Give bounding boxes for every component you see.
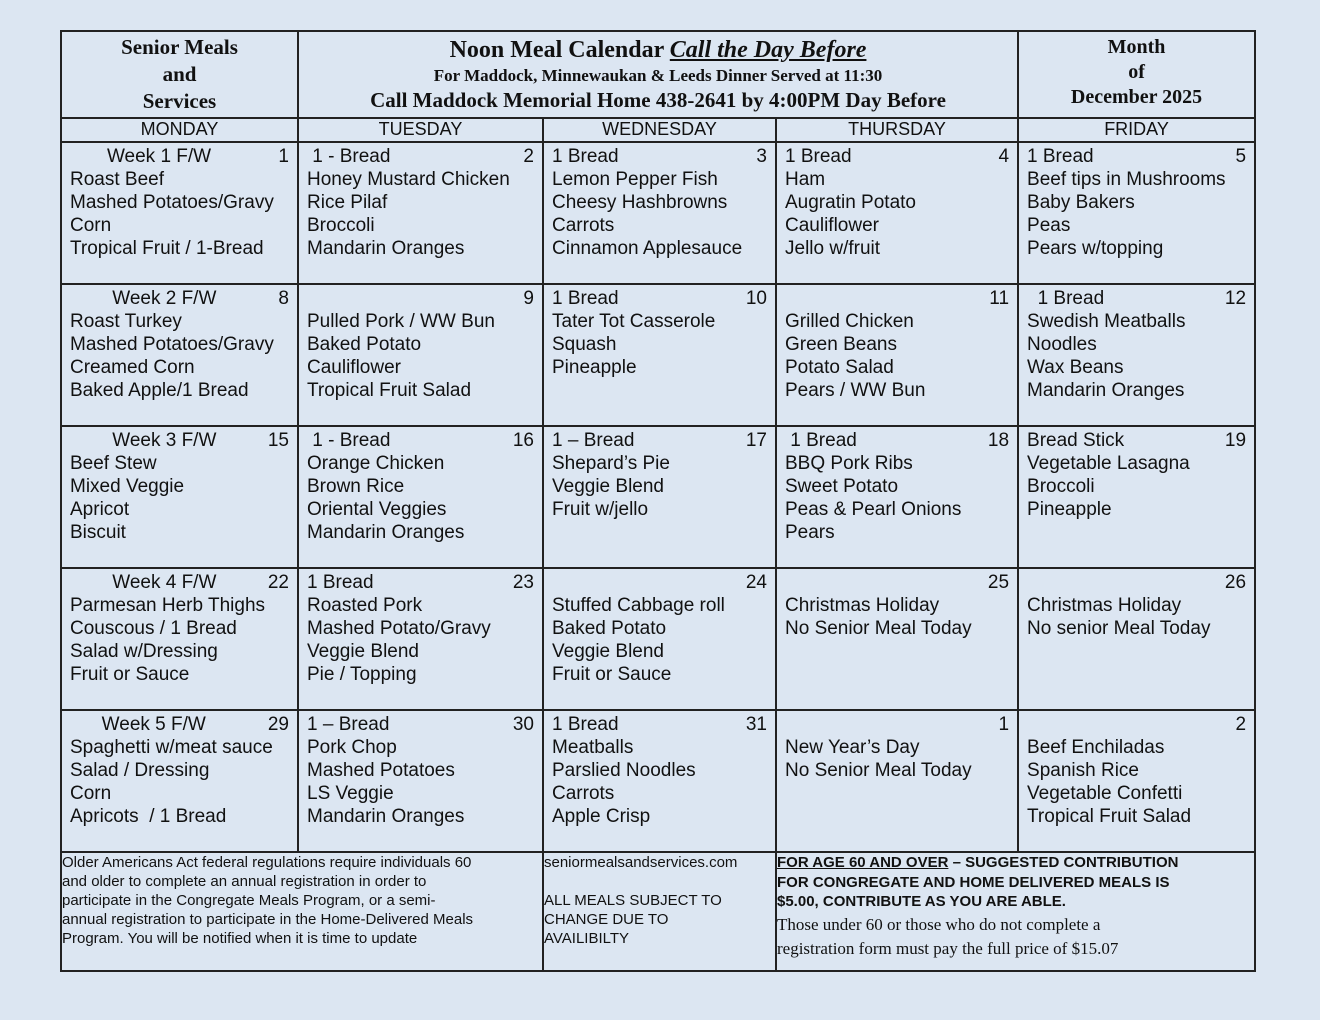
day-number: 19 bbox=[1224, 430, 1247, 451]
menu-item: Apricot bbox=[70, 499, 130, 520]
day-cell bbox=[776, 284, 1018, 426]
week-row bbox=[61, 426, 1255, 568]
day-cell-label: 1 – Bread bbox=[307, 714, 390, 735]
menu-item: Tater Tot Casserole bbox=[552, 311, 716, 332]
website-and-notice: seniormealsandservices.com ALL MEALS SUBJECT TO CHANGE DUE TO AVAILIBILTY bbox=[543, 852, 776, 971]
menu-item: Shepard’s Pie bbox=[552, 453, 670, 474]
menu-item: Vegetable Confetti bbox=[1027, 783, 1183, 804]
menu-item: Roast Beef bbox=[70, 169, 164, 190]
menu-item: Ham bbox=[785, 169, 826, 190]
menu-item: Peas & Pearl Onions bbox=[785, 499, 962, 520]
day-cell-label: Week 5 F/W bbox=[70, 714, 206, 735]
week-row bbox=[61, 710, 1255, 852]
day-cell-label: 1 - Bread bbox=[307, 430, 391, 451]
menu-item: Lemon Pepper Fish bbox=[552, 169, 718, 190]
day-cell-label: 1 Bread bbox=[307, 572, 374, 593]
menu-item: Pears / WW Bun bbox=[785, 380, 926, 401]
day-cell-label: Week 4 F/W bbox=[70, 572, 217, 593]
menu-item: No senior Meal Today bbox=[1027, 618, 1211, 639]
day-cell bbox=[1018, 568, 1255, 710]
menu-item: Biscuit bbox=[70, 522, 126, 543]
menu-item: Mashed Potato/Gravy bbox=[307, 618, 491, 639]
menu-item: Apple Crisp bbox=[552, 806, 651, 827]
menu-item: Fruit or Sauce bbox=[552, 664, 672, 685]
day-number: 5 bbox=[1235, 146, 1247, 167]
call-instructions: Call Maddock Memorial Home 438-2641 by 4:00PM Day Before bbox=[370, 88, 946, 112]
day-number: 18 bbox=[987, 430, 1010, 451]
menu-item: Pears w/topping bbox=[1027, 238, 1164, 259]
menu-item: Corn bbox=[70, 215, 112, 236]
menu-item: Parmesan Herb Thighs bbox=[70, 595, 266, 616]
day-cell bbox=[776, 710, 1018, 852]
menu-item: Veggie Blend bbox=[552, 641, 664, 662]
menu-item: Green Beans bbox=[785, 334, 897, 355]
menu-item: Veggie Blend bbox=[552, 476, 664, 497]
menu-item: Apricots / 1 Bread bbox=[70, 806, 227, 827]
menu-item: Swedish Meatballs bbox=[1027, 311, 1186, 332]
menu-item: Beef Enchiladas bbox=[1027, 737, 1165, 758]
day-cell bbox=[298, 710, 543, 852]
menu-item: No Senior Meal Today bbox=[785, 618, 972, 639]
day-cell bbox=[776, 568, 1018, 710]
menu-item: Sweet Potato bbox=[785, 476, 899, 497]
menu-item: Salad / Dressing bbox=[70, 760, 210, 781]
menu-item: Stuffed Cabbage roll bbox=[552, 595, 725, 616]
menu-item: Couscous / 1 Bread bbox=[70, 618, 237, 639]
day-cell bbox=[543, 710, 776, 852]
day-cell bbox=[543, 142, 776, 284]
menu-item: Mandarin Oranges bbox=[307, 522, 465, 543]
menu-item: LS Veggie bbox=[307, 783, 394, 804]
day-cell-label: 1 - Bread bbox=[307, 146, 391, 167]
day-cell bbox=[1018, 142, 1255, 284]
day-number: 22 bbox=[267, 572, 289, 593]
menu-item: Orange Chicken bbox=[307, 453, 445, 474]
day-cell bbox=[61, 710, 298, 852]
menu-item: Baked Potato bbox=[307, 334, 422, 355]
menu-item: No Senior Meal Today bbox=[785, 760, 972, 781]
menu-item: Beef Stew bbox=[70, 453, 157, 474]
day-number: 1 bbox=[998, 714, 1010, 735]
menu-item: Peas bbox=[1027, 215, 1071, 236]
menu-item: Grilled Chicken bbox=[785, 311, 914, 332]
menu-item: Broccoli bbox=[1027, 476, 1095, 497]
page-title: Noon Meal Calendar Call the Day Before bbox=[449, 37, 867, 63]
day-cell bbox=[1018, 426, 1255, 568]
day-cell-label: 1 Bread bbox=[785, 146, 852, 167]
day-cell bbox=[776, 142, 1018, 284]
day-header: WEDNESDAY bbox=[543, 118, 776, 142]
day-number: 8 bbox=[278, 288, 289, 309]
menu-item: Mashed Potatoes/Gravy bbox=[70, 334, 274, 355]
menu-item: Corn bbox=[70, 783, 112, 804]
week-row bbox=[61, 284, 1255, 426]
day-number: 30 bbox=[512, 714, 534, 735]
day-cell bbox=[1018, 710, 1255, 852]
menu-item: Pulled Pork / WW Bun bbox=[307, 311, 495, 332]
day-header: FRIDAY bbox=[1018, 118, 1255, 142]
menu-item: Mandarin Oranges bbox=[1027, 380, 1185, 401]
menu-item: Tropical Fruit Salad bbox=[307, 380, 472, 401]
day-cell-label: 1 Bread bbox=[552, 288, 619, 309]
org-name: Senior Meals and Services bbox=[61, 31, 298, 118]
day-cell-label: Bread Stick bbox=[1027, 430, 1125, 451]
menu-item: Baby Bakers bbox=[1027, 192, 1135, 213]
menu-item: Cheesy Hashbrowns bbox=[552, 192, 728, 213]
day-header: MONDAY bbox=[61, 118, 298, 142]
menu-item: Pears bbox=[785, 522, 835, 543]
day-cell-label: 1 Bread bbox=[1027, 146, 1094, 167]
menu-item: Squash bbox=[552, 334, 617, 355]
day-number: 17 bbox=[745, 430, 767, 451]
menu-item: Fruit or Sauce bbox=[70, 664, 190, 685]
menu-item: Cinnamon Applesauce bbox=[552, 238, 743, 259]
day-cell bbox=[61, 142, 298, 284]
day-number: 4 bbox=[998, 146, 1010, 167]
menu-item: Mashed Potatoes bbox=[307, 760, 455, 781]
website-link[interactable]: seniormealsandservices.com bbox=[544, 854, 738, 871]
day-number: 12 bbox=[1224, 288, 1247, 309]
menu-item: Mixed Veggie bbox=[70, 476, 185, 497]
day-cell bbox=[1018, 284, 1255, 426]
menu-item: Broccoli bbox=[307, 215, 375, 236]
menu-item: Wax Beans bbox=[1027, 357, 1124, 378]
menu-item: Spaghetti w/meat sauce bbox=[70, 737, 273, 758]
menu-item: Pineapple bbox=[552, 357, 637, 378]
menu-item: Baked Potato bbox=[552, 618, 667, 639]
day-cell-label: Week 1 F/W bbox=[70, 146, 212, 167]
day-cell bbox=[61, 568, 298, 710]
menu-item: Oriental Veggies bbox=[307, 499, 447, 520]
day-cell bbox=[298, 284, 543, 426]
day-cell bbox=[543, 568, 776, 710]
day-cell-label: 1 Bread bbox=[552, 146, 619, 167]
week-row bbox=[61, 142, 1255, 284]
menu-item: Pie / Topping bbox=[307, 664, 417, 685]
menu-item: New Year’s Day bbox=[785, 737, 920, 758]
day-number: 25 bbox=[987, 572, 1010, 593]
menu-item: Noodles bbox=[1027, 334, 1097, 355]
menu-item: Tropical Fruit / 1-Bread bbox=[70, 238, 264, 259]
day-cell bbox=[61, 426, 298, 568]
meal-calendar bbox=[60, 30, 1256, 972]
menu-item: Cauliflower bbox=[785, 215, 879, 236]
menu-item: Potato Salad bbox=[785, 357, 894, 378]
day-number: 10 bbox=[745, 288, 767, 309]
menu-item: Salad w/Dressing bbox=[70, 641, 218, 662]
day-number: 3 bbox=[756, 146, 767, 167]
menu-item: Roast Turkey bbox=[70, 311, 182, 332]
menu-item: Brown Rice bbox=[307, 476, 405, 497]
menu-item: Pineapple bbox=[1027, 499, 1112, 520]
weekday-header-row bbox=[61, 118, 1255, 142]
day-header: TUESDAY bbox=[298, 118, 543, 142]
day-number: 24 bbox=[745, 572, 767, 593]
day-cell bbox=[543, 426, 776, 568]
menu-item: Vegetable Lasagna bbox=[1027, 453, 1190, 474]
day-cell bbox=[543, 284, 776, 426]
menu-item: Meatballs bbox=[552, 737, 634, 758]
month-label: Month of December 2025 bbox=[1018, 31, 1255, 118]
day-number: 1 bbox=[278, 146, 289, 167]
day-cell bbox=[776, 426, 1018, 568]
day-cell-label: 1 Bread bbox=[552, 714, 619, 735]
menu-item: Veggie Blend bbox=[307, 641, 419, 662]
day-number: 9 bbox=[523, 288, 534, 309]
menu-item: Fruit w/jello bbox=[552, 499, 649, 520]
menu-item: Spanish Rice bbox=[1027, 760, 1139, 781]
day-cell bbox=[298, 568, 543, 710]
day-cell-label: 1 – Bread bbox=[552, 430, 635, 451]
day-cell-label: 1 Bread bbox=[1027, 288, 1105, 309]
menu-item: Creamed Corn bbox=[70, 357, 195, 378]
menu-item: Mashed Potatoes/Gravy bbox=[70, 192, 274, 213]
day-cell-label: Week 3 F/W bbox=[70, 430, 217, 451]
menu-item: Carrots bbox=[552, 783, 615, 804]
menu-item: Cauliflower bbox=[307, 357, 401, 378]
menu-item: Honey Mustard Chicken bbox=[307, 169, 510, 190]
day-cell-label: 1 Bread bbox=[785, 430, 857, 451]
day-number: 16 bbox=[512, 430, 534, 451]
day-number: 15 bbox=[267, 430, 289, 451]
service-subtitle: For Maddock, Minnewaukan & Leeds Dinner Served at 11:30 bbox=[433, 66, 883, 85]
footer-row bbox=[61, 852, 1255, 971]
day-number: 2 bbox=[1235, 714, 1247, 735]
menu-item: Carrots bbox=[552, 215, 615, 236]
menu-item: Rice Pilaf bbox=[307, 192, 388, 213]
day-cell bbox=[61, 284, 298, 426]
menu-item: Tropical Fruit Salad bbox=[1027, 806, 1192, 827]
menu-item: Christmas Holiday bbox=[1027, 595, 1182, 616]
menu-item: Mandarin Oranges bbox=[307, 238, 465, 259]
day-cell bbox=[298, 426, 543, 568]
calendar-title-block bbox=[298, 31, 1018, 118]
menu-item: Jello w/fruit bbox=[785, 238, 881, 259]
menu-item: Roasted Pork bbox=[307, 595, 423, 616]
day-number: 26 bbox=[1224, 572, 1247, 593]
registration-notice: Older Americans Act federal regulations require individuals 60 and older to complete an annual registration in order to participate in the Congregate Meals Program, or a semi- annual registration to participate in the Home-Delivered Meals Program. You will be notified when it is time to update bbox=[61, 852, 543, 971]
menu-item: Beef tips in Mushrooms bbox=[1027, 169, 1226, 190]
contribution-notice: FOR AGE 60 AND OVER – SUGGESTED CONTRIBUTION FOR CONGREGATE AND HOME DELIVERED MEALS IS $5.00, CONTRIBUTE AS YOU ARE ABLE. Those under 60 or those who do not complete a registration form must pay the full price of $15.07 bbox=[776, 852, 1255, 971]
day-number: 23 bbox=[512, 572, 534, 593]
menu-item: Pork Chop bbox=[307, 737, 397, 758]
menu-item: Augratin Potato bbox=[785, 192, 916, 213]
day-number: 11 bbox=[989, 288, 1010, 309]
week-row bbox=[61, 568, 1255, 710]
day-cell bbox=[298, 142, 543, 284]
menu-item: Parslied Noodles bbox=[552, 760, 696, 781]
day-header: THURSDAY bbox=[776, 118, 1018, 142]
menu-item: Baked Apple/1 Bread bbox=[70, 380, 249, 401]
day-number: 31 bbox=[745, 714, 767, 735]
menu-item: Mandarin Oranges bbox=[307, 806, 465, 827]
day-cell-label: Week 2 F/W bbox=[70, 288, 217, 309]
day-number: 29 bbox=[267, 714, 289, 735]
day-number: 2 bbox=[523, 146, 534, 167]
menu-item: Christmas Holiday bbox=[785, 595, 940, 616]
menu-item: BBQ Pork Ribs bbox=[785, 453, 913, 474]
